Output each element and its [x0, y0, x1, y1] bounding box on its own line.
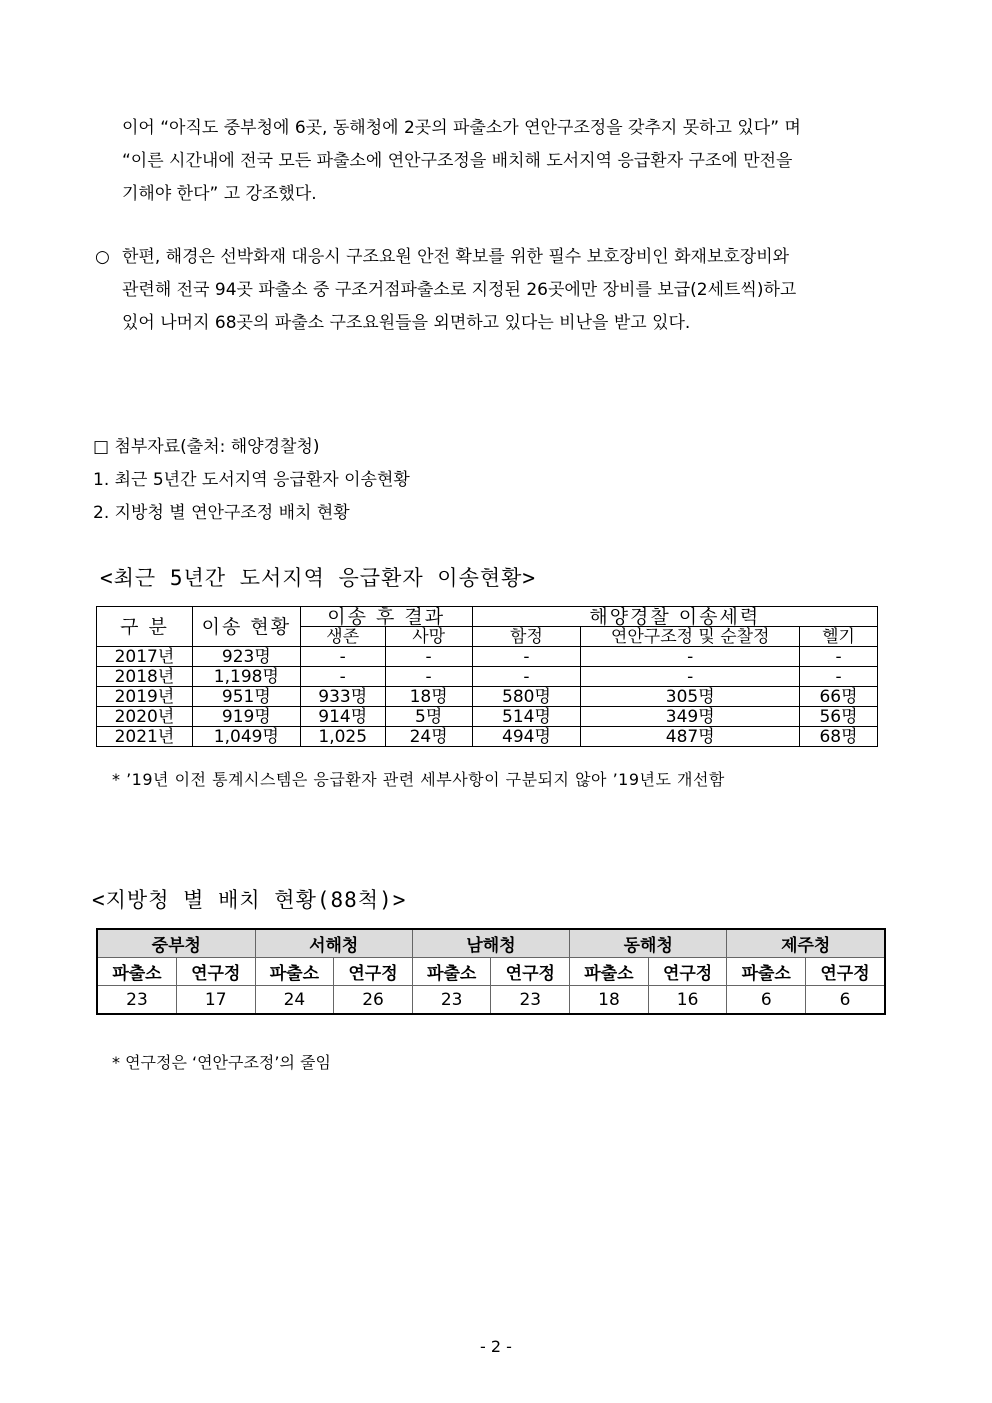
sub-station: 파출소	[727, 958, 806, 986]
table2-title: <지방청 별 배치 현황(88척)>	[92, 888, 407, 912]
table-subheader-row	[97, 958, 885, 986]
paragraph-line: 관련해 전국 94곳 파출소 중 구조거점파출소로 지정된 26곳에만 장비를 보급(2세트씩)하고	[122, 280, 797, 300]
region-header: 제주청	[727, 929, 885, 958]
table2-note: * 연구정은 ‘연안구조정’의 줄임	[112, 1053, 331, 1072]
table-row	[97, 687, 878, 707]
cell-boat: 6	[806, 986, 885, 1015]
cell-survive: -	[300, 647, 385, 667]
attachment-item: 2. 지방청 별 연안구조정 배치 현황	[93, 503, 350, 523]
table-row	[97, 667, 878, 687]
header-death: 사망	[385, 627, 472, 647]
cell-station: 23	[97, 986, 176, 1015]
cell-transfer: 1,049명	[192, 727, 300, 747]
sub-station: 파출소	[570, 958, 649, 986]
attachment-item: 1. 최근 5년간 도서지역 응급환자 이송현황	[93, 470, 410, 490]
sub-boat: 연구정	[334, 958, 413, 986]
cell-year: 2018년	[97, 667, 193, 687]
sub-station: 파출소	[412, 958, 491, 986]
cell-station: 24	[255, 986, 334, 1015]
cell-boat: 16	[648, 986, 727, 1015]
cell-heli: 66명	[800, 687, 878, 707]
cell-survive: 914명	[300, 707, 385, 727]
cell-survive: -	[300, 667, 385, 687]
paragraph-line: 이어 “아직도 중부청에 6곳, 동해청에 2곳의 파출소가 연안구조정을 갖추지 못하고 있다” 며	[122, 118, 801, 138]
cell-year: 2017년	[97, 647, 193, 667]
table-row	[97, 707, 878, 727]
cell-boat: 349명	[581, 707, 800, 727]
paragraph-line: “이른 시간내에 전국 모든 파출소에 연안구조정을 배치해 도서지역 응급환자 구조에 만전을	[122, 151, 793, 171]
region-header: 중부청	[97, 929, 255, 958]
paragraph-line: 기해야 한다” 고 강조했다.	[122, 184, 317, 204]
table-header-row	[97, 607, 878, 627]
cell-station: 6	[727, 986, 806, 1015]
cell-survive: 1,025	[300, 727, 385, 747]
table-row	[97, 647, 878, 667]
cell-boat: 487명	[581, 727, 800, 747]
header-survive: 생존	[300, 627, 385, 647]
attachments-heading: □ 첨부자료(출처: 해양경찰청)	[93, 437, 320, 457]
cell-boat: 23	[491, 986, 570, 1015]
table-row	[97, 727, 878, 747]
sub-boat: 연구정	[806, 958, 885, 986]
cell-boat: 26	[334, 986, 413, 1015]
cell-death: 18명	[385, 687, 472, 707]
cell-heli: -	[800, 647, 878, 667]
region-header: 남해청	[412, 929, 569, 958]
header-heli: 헬기	[800, 627, 878, 647]
cell-boat: -	[581, 647, 800, 667]
cell-death: 24명	[385, 727, 472, 747]
paragraph-line: 있어 나머지 68곳의 파출소 구조요원들을 외면하고 있다는 비난을 받고 있다.	[122, 313, 691, 333]
sub-boat: 연구정	[491, 958, 570, 986]
header-boat: 연안구조정 및 순찰정	[581, 627, 800, 647]
cell-ship: 514명	[472, 707, 581, 727]
cell-station: 18	[570, 986, 649, 1015]
cell-year: 2020년	[97, 707, 193, 727]
table-row	[97, 986, 885, 1015]
header-category: 구 분	[97, 607, 193, 647]
sub-boat: 연구정	[648, 958, 727, 986]
transfer-stats-table	[96, 606, 878, 747]
cell-ship: -	[472, 647, 581, 667]
cell-death: 5명	[385, 707, 472, 727]
sub-station: 파출소	[255, 958, 334, 986]
region-header: 동해청	[570, 929, 727, 958]
cell-heli: 68명	[800, 727, 878, 747]
cell-boat: 305명	[581, 687, 800, 707]
header-result-group: 이송 후 결과	[300, 607, 472, 627]
table1-title: <최근 5년간 도서지역 응급환자 이송현황>	[100, 566, 537, 590]
table-header-row	[97, 929, 885, 958]
cell-heli: 56명	[800, 707, 878, 727]
cell-transfer: 923명	[192, 647, 300, 667]
sub-boat: 연구정	[176, 958, 255, 986]
cell-death: -	[385, 667, 472, 687]
region-header: 서해청	[255, 929, 412, 958]
sub-station: 파출소	[97, 958, 176, 986]
cell-ship: 494명	[472, 727, 581, 747]
cell-transfer: 1,198명	[192, 667, 300, 687]
cell-transfer: 919명	[192, 707, 300, 727]
cell-transfer: 951명	[192, 687, 300, 707]
cell-ship: -	[472, 667, 581, 687]
cell-boat: 17	[176, 986, 255, 1015]
paragraph-2	[122, 241, 902, 340]
cell-death: -	[385, 647, 472, 667]
header-transfer: 이송 현황	[192, 607, 300, 647]
cell-heli: -	[800, 667, 878, 687]
page-number: - 2 -	[480, 1337, 512, 1356]
cell-boat: -	[581, 667, 800, 687]
cell-survive: 933명	[300, 687, 385, 707]
table1-note: * ’19년 이전 통계시스템은 응급환자 관련 세부사항이 구분되지 않아 ’19년도 개선함	[112, 770, 725, 789]
cell-year: 2021년	[97, 727, 193, 747]
paragraph-line: 한편, 해경은 선박화재 대응시 구조요원 안전 확보를 위한 필수 보호장비인 화재보호장비와	[122, 247, 790, 267]
cell-ship: 580명	[472, 687, 581, 707]
paragraph-1	[122, 112, 902, 211]
deployment-table	[96, 928, 886, 1015]
header-force-group: 해양경찰 이송세력	[472, 607, 877, 627]
cell-station: 23	[412, 986, 491, 1015]
bullet-circle-icon: ○	[95, 247, 110, 267]
cell-year: 2019년	[97, 687, 193, 707]
header-ship: 함정	[472, 627, 581, 647]
